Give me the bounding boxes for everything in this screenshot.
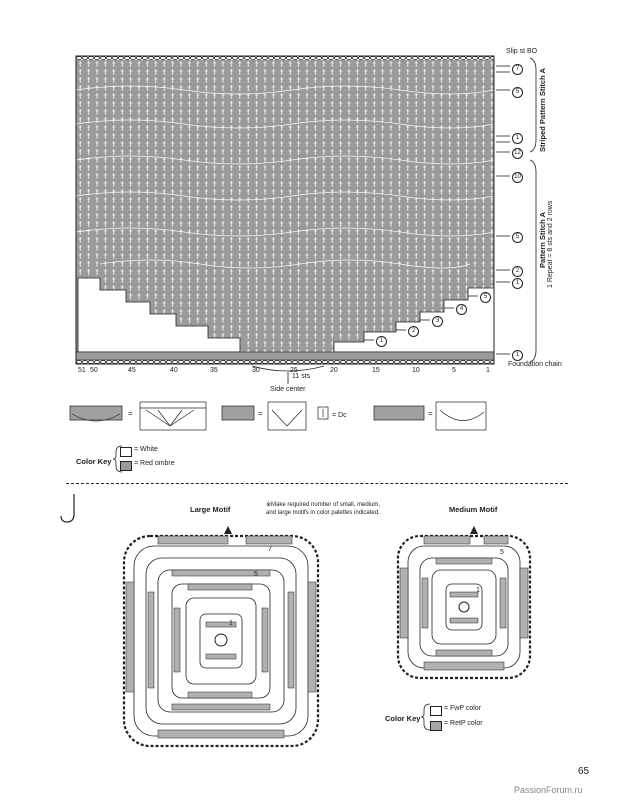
fwp-key-label: = FwP color — [444, 705, 482, 712]
row-marker: 10 — [512, 172, 523, 183]
section-braces — [530, 58, 536, 362]
stitch-number: 35 — [210, 367, 218, 374]
foundation-chain-label: Foundation chain — [508, 361, 562, 368]
color-key-bottom-title: Color Key — [385, 714, 421, 723]
retp-swatch — [430, 721, 442, 731]
white-swatch — [120, 447, 132, 457]
large-marker-7 — [268, 546, 272, 553]
white-key-label: = White — [134, 446, 158, 453]
svg-text:=: = — [428, 409, 433, 418]
stitch-number: 20 — [330, 367, 338, 374]
stitch-number: 50 — [90, 367, 98, 374]
step-marker: 1 — [376, 336, 387, 347]
large-marker-7-text: 7 — [268, 546, 272, 553]
row-marker: 2 — [512, 266, 523, 277]
row-marker: 1 — [512, 133, 523, 144]
row-marker: 1 — [512, 278, 523, 289]
watermark: PassionForum.ru — [514, 785, 583, 795]
row-marker: 5 — [512, 87, 523, 98]
medium-marker-1-text: 1 — [476, 587, 480, 594]
step-marker: 2 — [408, 326, 419, 337]
row-marker: 5 — [512, 232, 523, 243]
row-marker: 1 — [512, 350, 523, 361]
side-center-marker — [252, 366, 324, 384]
stitch-number: 51 — [78, 367, 86, 374]
color-key-top-title: Color Key — [76, 457, 112, 466]
step-marker: 4 — [456, 304, 467, 315]
stitch-number: 15 — [372, 367, 380, 374]
large-marker-1-text: 1 — [229, 620, 233, 627]
medium-motif-diagram — [394, 522, 534, 682]
medium-marker-5-text: 5 — [500, 549, 504, 556]
large-motif-title: Large Motif — [190, 505, 231, 514]
medium-motif-title: Medium Motif — [449, 505, 498, 514]
foundation-chain-row — [76, 352, 494, 360]
red-ombre-swatch — [120, 461, 132, 471]
repeat-note: 1 Repeat = 8 sts and 2 rows — [547, 200, 554, 288]
stitch-number: 1 — [486, 367, 490, 374]
page-number: 65 — [578, 766, 590, 777]
stitch-number: 5 — [452, 367, 456, 374]
red-ombre-key-label: = Red ombre — [134, 460, 175, 467]
slip-st-bo-label: Slip st BO — [506, 48, 538, 55]
svg-text:=: = — [128, 409, 133, 418]
pattern-stitch-title: Pattern Stitch A — [538, 212, 547, 268]
stitch-number: 10 — [412, 367, 420, 374]
row-marker: 7 — [512, 64, 523, 75]
large-motif-diagram — [118, 522, 324, 752]
stitch-number: 40 — [170, 367, 178, 374]
symbol-legend — [0, 400, 618, 440]
large-marker-1 — [229, 620, 233, 627]
crochet-hook-icon — [58, 492, 88, 526]
medium-marker-1 — [476, 587, 480, 594]
medium-marker-5 — [500, 549, 504, 556]
striped-pattern-title: Striped Pattern Stitch A — [538, 68, 547, 152]
stitch-number: 45 — [128, 367, 136, 374]
svg-text:=: = — [258, 409, 263, 418]
slip-st-chain — [76, 56, 494, 60]
motif-note-line-2: and large motifs in color palettes indicated. — [266, 510, 380, 516]
stitch-number: 30 — [252, 367, 260, 374]
step-marker: 5 — [480, 292, 491, 303]
large-marker-5 — [254, 571, 258, 578]
step-marker: 3 — [432, 316, 443, 327]
motif-note — [266, 501, 380, 517]
fwp-swatch — [430, 706, 442, 716]
eleven-sts-label: 11 sts — [292, 373, 311, 380]
retp-key-label: = RetP color — [444, 720, 483, 727]
stitch-number: 25 — [290, 367, 298, 374]
row-arrows — [496, 66, 510, 354]
dc-legend-label: = Dc — [332, 412, 347, 419]
section-separator — [66, 483, 568, 484]
large-marker-5-text: 5 — [254, 571, 258, 578]
motif-note-line-1: ※Make required number of small, medium, — [266, 502, 381, 508]
side-center-label: Side center — [270, 386, 306, 393]
row-marker: 12 — [512, 148, 523, 159]
